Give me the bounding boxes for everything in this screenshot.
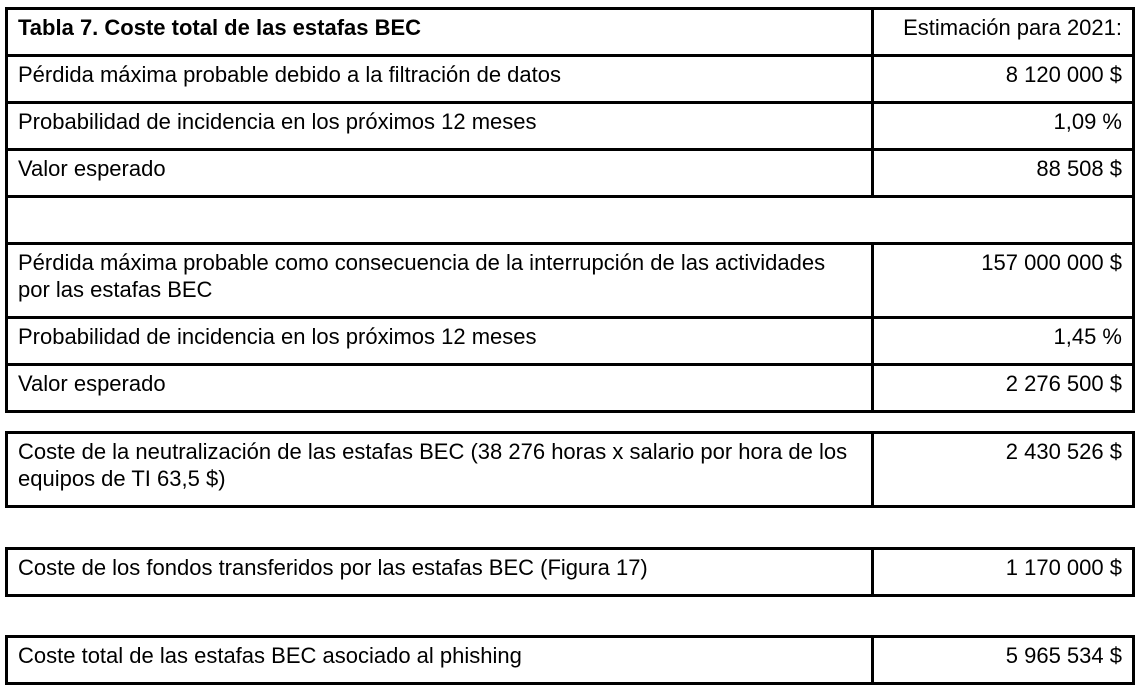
row-label: Coste de la neutralización de las estafas BEC (38 276 horas x salario por hora de los equipos de TI 63,5 $)	[7, 433, 873, 507]
row-value: 1,09 %	[873, 103, 1134, 150]
row-value: 8 120 000 $	[873, 56, 1134, 103]
row-label: Coste de los fondos transferidos por las estafas BEC (Figura 17)	[7, 549, 873, 596]
row-label: Probabilidad de incidencia en los próximos 12 meses	[7, 103, 873, 150]
row-label: Valor esperado	[7, 365, 873, 412]
row-value: 1 170 000 $	[873, 549, 1134, 596]
table-row	[7, 318, 1134, 365]
spacer-row	[7, 197, 1134, 244]
table-row	[7, 637, 1134, 684]
total-cost-table	[5, 635, 1135, 685]
row-value: 157 000 000 $	[873, 244, 1134, 318]
row-value: 88 508 $	[873, 150, 1134, 197]
table-row	[7, 244, 1134, 318]
row-value: 1,45 %	[873, 318, 1134, 365]
table-row	[7, 433, 1134, 507]
transferred-funds-table	[5, 547, 1135, 597]
row-value: 2 430 526 $	[873, 433, 1134, 507]
table-row	[7, 103, 1134, 150]
table-header-row	[7, 9, 1134, 56]
row-label: Probabilidad de incidencia en los próximos 12 meses	[7, 318, 873, 365]
row-value: 2 276 500 $	[873, 365, 1134, 412]
table-row	[7, 56, 1134, 103]
row-label: Valor esperado	[7, 150, 873, 197]
empty-cell	[7, 197, 1134, 244]
table-row	[7, 365, 1134, 412]
table-row	[7, 150, 1134, 197]
estimate-header: Estimación para 2021:	[873, 9, 1134, 56]
row-label: Coste total de las estafas BEC asociado al phishing	[7, 637, 873, 684]
row-label: Pérdida máxima probable como consecuencia de la interrupción de las actividades por las estafas BEC	[7, 244, 873, 318]
row-value: 5 965 534 $	[873, 637, 1134, 684]
neutralization-cost-table	[5, 431, 1135, 508]
table-title: Tabla 7. Coste total de las estafas BEC	[7, 9, 873, 56]
bec-cost-table	[5, 7, 1135, 413]
row-label: Pérdida máxima probable debido a la filtración de datos	[7, 56, 873, 103]
table-row	[7, 549, 1134, 596]
